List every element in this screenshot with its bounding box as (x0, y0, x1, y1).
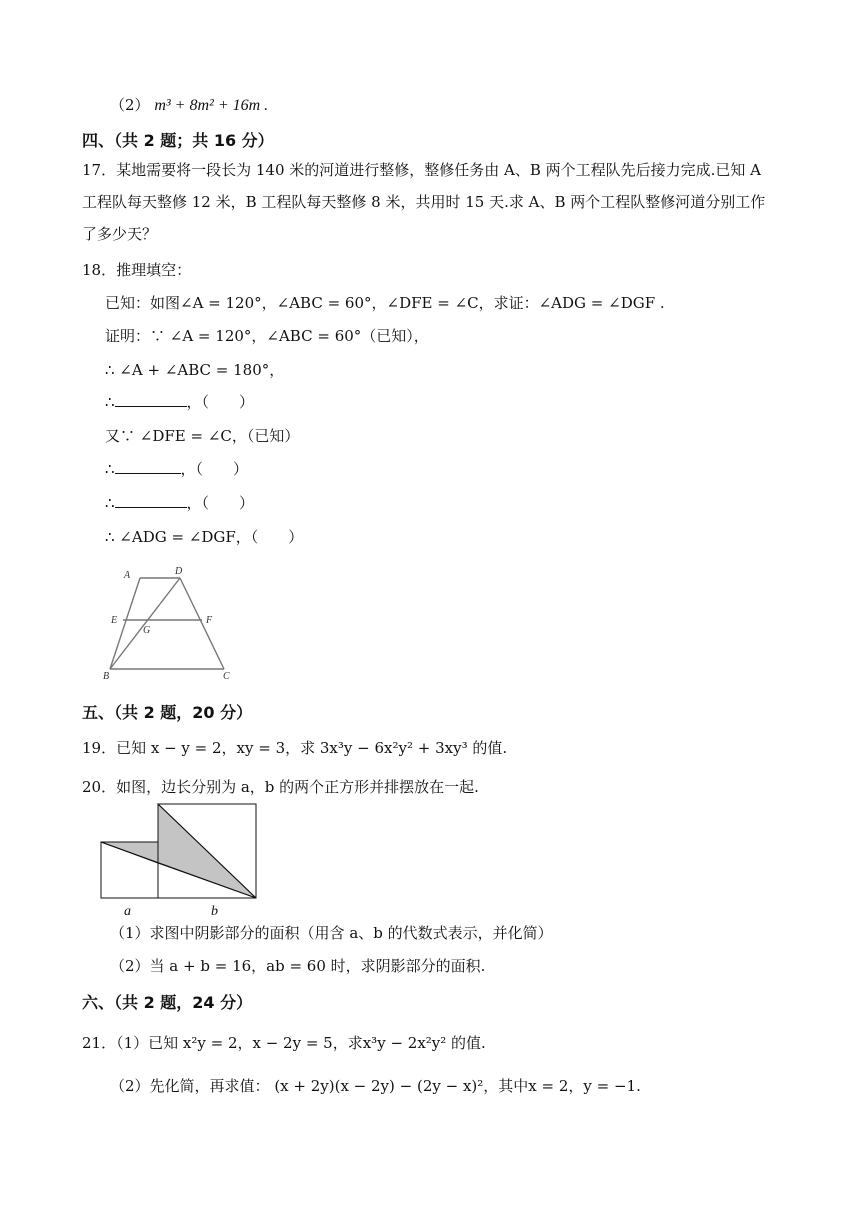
q20-sub1: （1）求图中阴影部分的面积（用含 a、b 的代数式表示，并化简） (110, 924, 553, 942)
label-G: G (143, 625, 151, 636)
label-a: a (124, 904, 131, 919)
q16-part2-number: （2） (110, 96, 150, 114)
q18-step6: ∴ ∠ADG = ∠DGF，（ ） (105, 528, 304, 546)
q18-given: 已知：如图∠A = 120°，∠ABC = 60°，∠DFE = ∠C，求证：∠ADG = ∠DGF . (105, 294, 665, 312)
q21-sub1: 21．（1）已知 x²y = 2，x − 2y = 5，求x³y − 2x²y² 的值. (82, 1034, 486, 1052)
q16-part2 (110, 95, 268, 116)
q18-proof-line1: 证明：∵ ∠A = 120°，∠ABC = 60°（已知）， (105, 327, 429, 345)
therefore-symbol: ∴ (105, 494, 115, 512)
q16-part2-expression: m³ + 8m² + 16m . (154, 97, 269, 114)
label-C: C (223, 671, 230, 682)
q18-step1: ∴ ∠A + ∠ABC = 180°， (105, 361, 285, 379)
section-4-heading: 四、（共 2 题；共 16 分） (82, 131, 274, 150)
q18-step5 (105, 493, 254, 513)
segment-DC (180, 578, 224, 669)
label-B: B (103, 671, 110, 682)
therefore-symbol: ∴ (105, 460, 115, 478)
segment-BD (110, 578, 180, 669)
therefore-symbol: ∴ (105, 393, 115, 411)
section-5-heading: 五、（共 2 题，20 分） (82, 703, 253, 722)
q21-sub2: （2）先化简，再求值： (x + 2y)(x − 2y) − (2y − x)²，其中x = 2，y = −1. (110, 1077, 641, 1095)
reason-bracket: ，（ ） (186, 393, 255, 411)
q20-sub2: （2）当 a + b = 16，ab = 60 时，求阴影部分的面积. (110, 957, 486, 975)
fill-blank[interactable] (115, 392, 187, 407)
q19-text: 19．已知 x − y = 2，xy = 3，求 3x³y − 6x²y² + 3xy³ 的值. (82, 739, 508, 757)
label-E: E (111, 615, 118, 626)
fill-blank[interactable] (115, 493, 187, 508)
label-b: b (211, 904, 218, 919)
q20-squares-figure (98, 801, 260, 921)
q17-line3: 了多少天？ (82, 225, 158, 243)
label-A: A (124, 570, 131, 581)
q17-line2: 工程队每天整修 12 米，B 工程队每天整修 8 米，共用时 15 天.求 A、B 两个工程队整修河道分别工作 (82, 193, 766, 211)
label-F: F (206, 615, 213, 626)
q20-text: 20．如图，边长分别为 a，b 的两个正方形并排摆放在一起. (82, 778, 479, 796)
q18-trapezoid-figure (100, 563, 245, 683)
q18-title: 18．推理填空： (82, 261, 192, 279)
section-6-heading: 六、（共 2 题，24 分） (82, 993, 253, 1012)
q18-step3: 又∵ ∠DFE = ∠C，（已知） (105, 427, 300, 445)
q18-step4 (105, 459, 248, 479)
reason-bracket: ，（ ） (186, 494, 255, 512)
fill-blank[interactable] (115, 459, 181, 474)
q17-line1: 17．某地需要将一段长为 140 米的河道进行整修，整修任务由 A、B 两个工程队先后接力完成.已知 A (82, 161, 762, 179)
q18-step2 (105, 392, 254, 412)
label-D: D (175, 566, 183, 577)
reason-bracket: ，（ ） (180, 460, 249, 478)
